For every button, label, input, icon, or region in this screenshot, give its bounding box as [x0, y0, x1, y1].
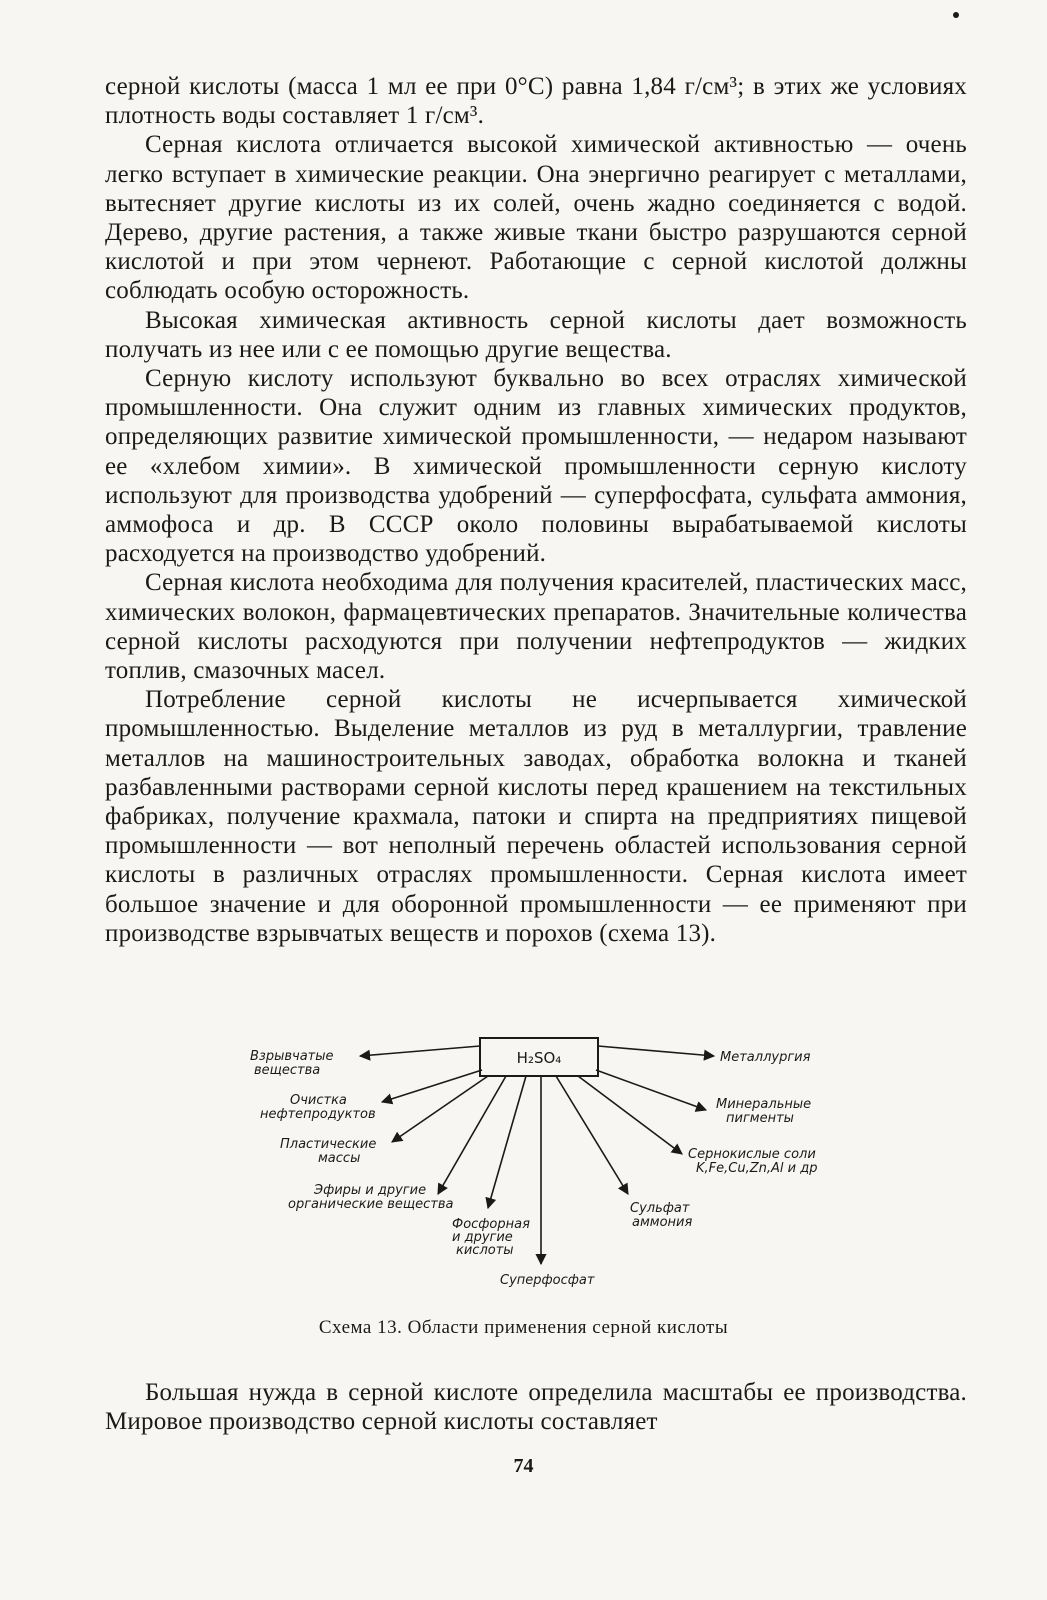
label-explosives-2: вещества: [254, 1063, 321, 1078]
page-number: 74: [513, 1455, 534, 1477]
label-phosphoric-3: кислоты: [456, 1243, 514, 1258]
label-ammonium-2: аммония: [632, 1215, 693, 1230]
caption-number: Схема 13.: [318, 1317, 403, 1338]
label-ethers-1: Эфиры и другие: [314, 1183, 427, 1198]
label-ammonium-1: Сульфат: [630, 1201, 690, 1216]
ink-dot: [953, 12, 959, 18]
label-pigments-2: пигменты: [726, 1111, 794, 1126]
paragraph-3: Высокая химическая активность серной кислоты дает возможность получать из нее или с ее помощью другие вещества.: [105, 306, 967, 363]
label-pigments-1: Минеральные: [716, 1097, 812, 1112]
paragraph-6: Потребление серной кислоты не исчерпывается химической промышленностью. Выделение металлов из руд в металлургии, травление металлов на машиностроительных заводах, обработка волокна и тканей разбавленными растворами серной кислоты перед крашением на текстильных фабриках, получение крахмала, патоки и спирта на предприятиях пищевой промышленности — вот неполный перечень областей использования серной кислоты в различных отраслях промышленности. Серная кислота имеет большое значение и для оборонной промышленности — ее применяют при производстве взрывчатых веществ и порохов (схема 13).: [105, 686, 967, 947]
label-plastics-1: Пластические: [280, 1137, 377, 1152]
main-text: [105, 72, 967, 948]
arrow-metallurgy: [598, 1046, 714, 1056]
arrow-ammonium: [556, 1076, 628, 1194]
paragraph-4: Серную кислоту используют буквально во всех отраслях химической промышленности. Она служит одним из главных химических продуктов, определяющих развитие химической промышленности, — недаром называют ее «хлебом химии». В химической промышленности серную кислоту используют для производства удобрений — суперфосфата, сульфата аммония, аммофоса и др. В СССР около половины вырабатываемой кислоты расходуется на производство удобрений.: [105, 365, 967, 568]
arrow-salts: [578, 1076, 682, 1154]
diagram-caption: [0, 1317, 1047, 1339]
label-oil-2: нефтепродуктов: [260, 1107, 376, 1122]
label-phosphoric-1: Фосфорная: [452, 1217, 530, 1232]
label-oil-1: Очистка: [290, 1093, 347, 1108]
paragraph-7: Большая нужда в серной кислоте определила масштабы ее производства. Мировое производство серной кислоты составляет: [105, 1379, 967, 1436]
label-plastics-2: массы: [318, 1151, 361, 1166]
label-phosphoric-2: и другие: [452, 1230, 513, 1245]
bottom-text: [105, 1378, 967, 1436]
label-superphosphate: Суперфосфат: [500, 1273, 595, 1288]
arrow-pigments: [596, 1070, 706, 1110]
label-ethers-2: органические вещества: [288, 1197, 454, 1212]
label-salts-2: K,Fe,Cu,Zn,Al и др: [696, 1161, 818, 1176]
arrow-ethers: [438, 1076, 506, 1194]
label-explosives-1: Взрывчатые: [250, 1049, 334, 1064]
label-metallurgy: Металлургия: [720, 1050, 811, 1065]
arrow-oil: [382, 1070, 482, 1102]
paragraph-5: Серная кислота необходима для получения красителей, пластических масс, химических волокон, фармацевтических препаратов. Значительные количества серной кислоты расходуются при получении нефтепродуктов — жидких топлив, смазочных масел.: [105, 569, 967, 685]
sulfuric-acid-diagram: [230, 1030, 850, 1298]
center-formula: H₂SO₄: [516, 1049, 562, 1067]
caption-text: Области применения серной кислоты: [407, 1317, 729, 1338]
paragraph-1: серной кислоты (масса 1 мл ее при 0°С) равна 1,84 г/см³; в этих же условиях плотность воды составляет 1 г/см³.: [105, 73, 967, 130]
paragraph-2: Серная кислота отличается высокой химической активностью — очень легко вступает в химические реакции. Она энергично реагирует с металлами, вытесняет другие кислоты из их солей, очень жадно соединяется с водой. Дерево, другие растения, а также живые ткани быстро разрушаются серной кислотой и при этом чернеют. Работающие с серной кислотой должны соблюдать особую осторожность.: [105, 131, 967, 305]
label-salts-1: Сернокислые соли: [688, 1147, 816, 1162]
arrow-explosives: [360, 1046, 480, 1056]
